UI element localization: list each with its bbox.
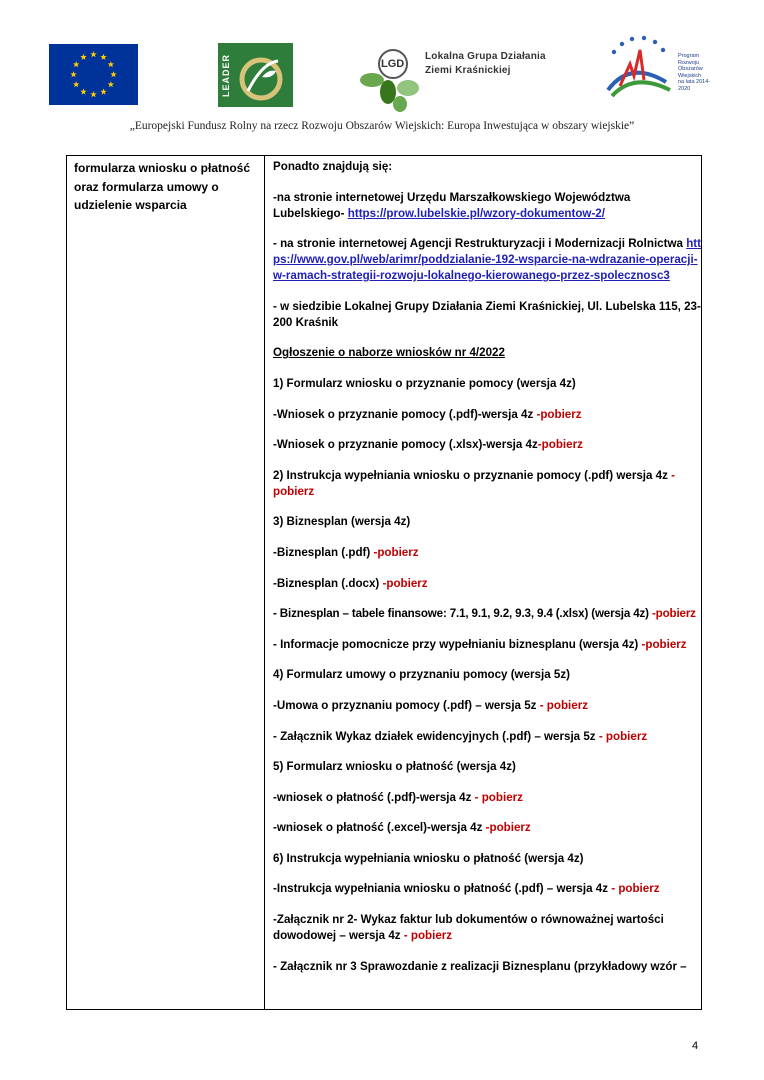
leader-logo <box>218 43 293 107</box>
item-text: -Umowa o przyznaniu pomocy (.pdf) – wersja 5z <box>273 698 540 712</box>
eu-flag-logo <box>49 44 138 105</box>
item-text: - Załącznik nr 3 Sprawozdanie z realizacji Biznesplanu (przykładowy wzór – <box>273 959 687 973</box>
eu-star <box>100 88 106 94</box>
arimr-paragraph <box>273 236 701 284</box>
prow-line: Rozwoju <box>678 59 700 66</box>
list-item <box>273 407 701 423</box>
item-text: 6) Instrukcja wypełniania wniosku o płatność (wersja 4z) <box>273 851 584 865</box>
download-link[interactable]: -pobierz <box>641 637 687 651</box>
download-link[interactable]: - pobierz <box>539 698 589 712</box>
item-text: -wniosek o płatność (.pdf)-wersja 4z <box>273 790 475 804</box>
leader-logo-text: LEADER <box>221 53 231 97</box>
item-text: - Informacje pomocnicze przy wypełnianiu biznesplanu (wersja 4z) <box>273 637 642 651</box>
download-link[interactable]: -pobierz <box>537 438 583 452</box>
item-text: -Załącznik nr 2- Wykaz faktur lub dokumentów o równoważnej wartości dowodowej – wersja 4z <box>273 913 664 943</box>
download-link[interactable]: - pobierz <box>611 882 660 896</box>
eu-star <box>108 81 114 87</box>
prow-line: na lata 2014-2020 <box>678 79 711 92</box>
item-text: -Biznesplan (.pdf) <box>273 545 374 559</box>
eu-star <box>100 54 106 60</box>
list-item <box>273 698 701 714</box>
list-item <box>273 437 701 453</box>
umwl-paragraph <box>273 190 701 222</box>
item-text: 4) Formularz umowy o przyznaniu pomocy (wersja 5z) <box>273 668 570 682</box>
list-item <box>273 376 701 392</box>
lgd-title <box>425 50 546 78</box>
umwl-text: -na stronie internetowej Urzędu Marszałkowskiego Województwa Lubelskiego- <box>273 190 631 220</box>
right-cell <box>273 159 701 989</box>
lgd-logo <box>360 40 570 114</box>
eu-star <box>80 54 86 60</box>
eu-stars-icon <box>49 44 138 105</box>
download-link[interactable]: -pobierz <box>536 407 582 421</box>
download-link[interactable]: -pobierz <box>382 576 428 590</box>
list-item <box>273 790 701 806</box>
eu-star <box>90 91 96 97</box>
content-table <box>66 155 702 1010</box>
eu-star <box>90 51 96 57</box>
arimr-link[interactable]: https://www.gov.pl/web/arimr/poddzialanie-192-wsparcie-na-wdrazanie-operacji-w-ramach-strategii-rozwoju-lokalnego-kierowanego-przez-spolecznosc3 <box>273 237 701 283</box>
download-link[interactable]: -pobierz <box>373 545 419 559</box>
item-text: -Biznesplan (.docx) <box>273 576 383 590</box>
list-item <box>273 851 701 867</box>
list-item <box>273 881 701 897</box>
prow-line: Obszarów <box>678 66 703 72</box>
lgd-leaves-icon <box>360 40 430 114</box>
list-item <box>273 514 701 530</box>
list-item <box>273 959 701 975</box>
item-text: 1) Formularz wniosku o przyznanie pomocy (wersja 4z) <box>273 376 576 390</box>
lgd-office-text: - w siedzibie Lokalnej Grupy Działania Ziemi Kraśnickiej, Ul. Lubelska 115, 23-200 Kraśnik <box>273 299 701 329</box>
list-item <box>273 606 701 622</box>
prow-emblem-icon <box>600 30 680 102</box>
item-text: 2) Instrukcja wypełniania wniosku o przyznanie pomocy (.pdf) wersja 4z <box>273 468 672 482</box>
prow-text <box>678 53 722 92</box>
column-divider <box>264 156 265 1009</box>
list-item <box>273 912 701 944</box>
lgd-title-line2: Ziemi Kraśnickiej <box>425 65 511 76</box>
header-caption: „Europejski Fundusz Rolny na rzecz Rozwoju Obszarów Wiejskich: Europa Inwestująca w obszary wiejskie” <box>129 120 635 132</box>
prow-logo <box>600 30 720 102</box>
list-item <box>273 545 701 561</box>
prow-line: Wiejskich <box>678 72 702 79</box>
arimr-text: - na stronie internetowej Agencji Restrukturyzacji i Modernizacji Rolnictwa <box>273 237 683 251</box>
eu-star <box>73 61 79 67</box>
item-text: - Załącznik Wykaz działek ewidencyjnych (.pdf) – wersja 5z <box>273 729 599 743</box>
item-text: -Instrukcja wypełniania wniosku o płatność (.pdf) – wersja 4z <box>273 882 612 896</box>
item-text: 5) Formularz wniosku o płatność (wersja 4z) <box>273 760 516 774</box>
list-item <box>273 667 701 683</box>
leader-emblem-icon <box>218 43 293 107</box>
eu-star <box>108 61 114 67</box>
item-text: -Wniosek o przyznanie pomocy (.pdf)-wersja 4z <box>273 407 537 421</box>
list-item <box>273 759 701 775</box>
eu-star <box>110 71 116 77</box>
download-link[interactable]: - pobierz <box>598 729 648 743</box>
download-link[interactable]: - pobierz <box>273 468 676 498</box>
download-link[interactable]: - pobierz <box>474 790 523 804</box>
eu-star <box>80 88 86 94</box>
left-cell: formularza wniosku o płatność oraz formularza umowy o udzielenie wsparcia <box>74 161 251 212</box>
umwl-link[interactable]: https://prow.lubelskie.pl/wzory-dokumentow-2/ <box>347 206 605 220</box>
eu-star <box>70 71 76 77</box>
list-item <box>273 637 701 653</box>
download-link[interactable]: - pobierz <box>403 929 453 943</box>
item-text: - Biznesplan – tabele finansowe: 7.1, 9.1, 9.2, 9.3, 9.4 (.xlsx) (wersja 4z) <box>273 607 652 621</box>
download-link[interactable]: -pobierz <box>485 821 531 835</box>
item-text: 3) Biznesplan (wersja 4z) <box>273 515 411 529</box>
announcement-heading: Ogłoszenie o naborze wniosków nr 4/2022 <box>273 346 505 360</box>
item-text: -Wniosek o przyznanie pomocy (.xlsx)-wersja 4z <box>273 438 538 452</box>
lgd-title-line1: Lokalna Grupa Działania <box>425 51 546 62</box>
intro-text: Ponadto znajdują się: <box>273 160 393 173</box>
download-link[interactable]: -pobierz <box>651 607 696 621</box>
header-logos <box>0 0 764 115</box>
lgd-badge: LGD <box>381 58 405 70</box>
eu-star <box>73 81 79 87</box>
prow-line: Program <box>678 53 700 59</box>
list-item <box>273 576 701 592</box>
page-number: 4 <box>692 1040 699 1052</box>
list-item <box>273 729 701 745</box>
list-item <box>273 820 701 836</box>
list-item <box>273 468 701 500</box>
item-text: -wniosek o płatność (.excel)-wersja 4z <box>273 821 486 835</box>
